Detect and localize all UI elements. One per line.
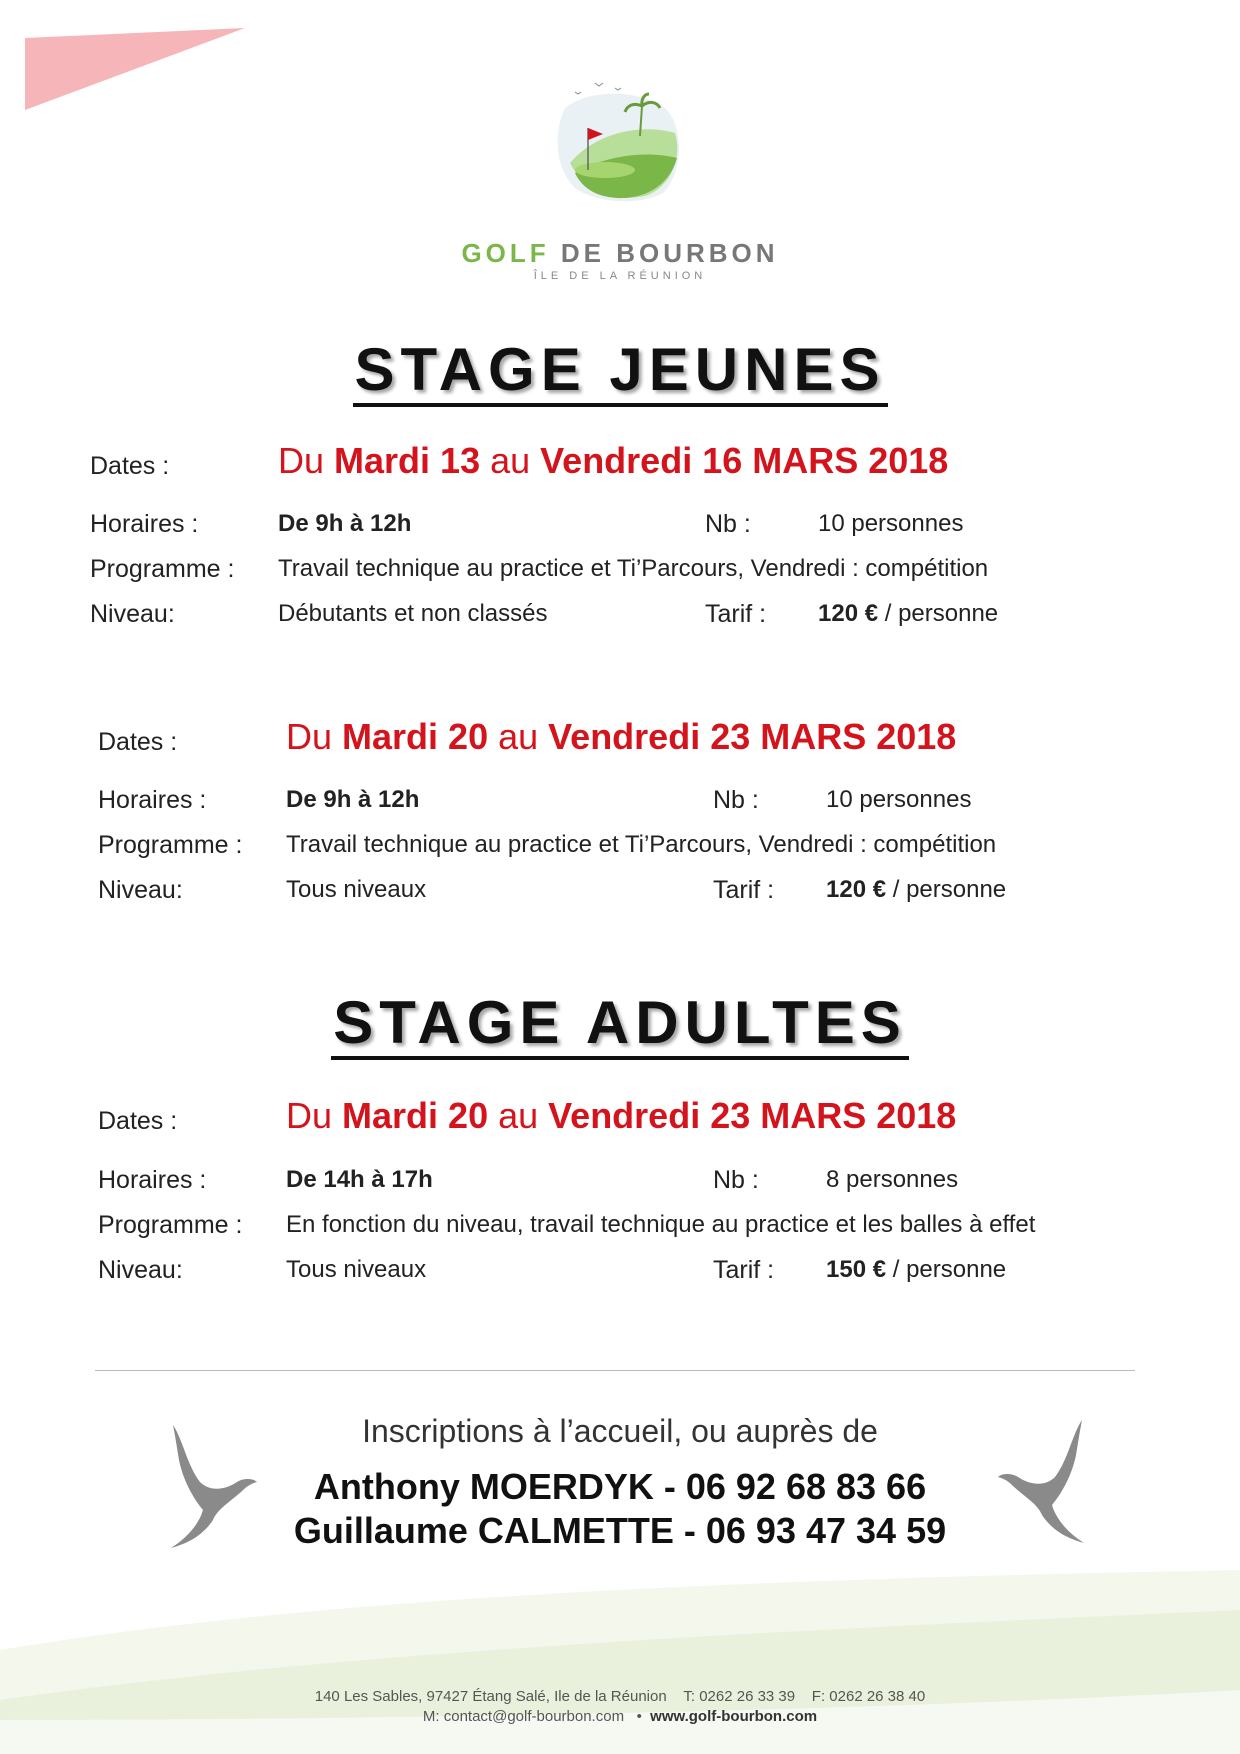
nb-label: Nb :: [713, 786, 759, 814]
golf-logo-icon: [545, 78, 695, 218]
nb-value: 10 personnes: [818, 510, 964, 537]
programme-label: Programme :: [98, 831, 243, 859]
dates-value: Du Mardi 20 au Vendredi 23 MARS 2018: [286, 716, 957, 757]
niveau-value: Tous niveaux: [286, 876, 427, 903]
tarif-label: Tarif :: [713, 1256, 775, 1284]
tarif-label: Tarif :: [705, 600, 767, 628]
niveau-value: Débutants et non classés: [278, 600, 548, 627]
footer-fax: F: 0262 26 38 40: [811, 1688, 926, 1705]
corner-decoration: [0, 0, 260, 120]
niveau-label: Niveau:: [98, 1256, 183, 1284]
divider: [95, 1370, 1135, 1371]
section-title-adultes: STAGE ADULTES: [0, 988, 1240, 1057]
tarif-value: 120 € / personne: [826, 876, 1007, 903]
tarif-label: Tarif :: [713, 876, 775, 904]
niveau-label: Niveau:: [90, 600, 175, 628]
horaires-value: De 9h à 12h: [278, 510, 412, 537]
nb-value: 8 personnes: [826, 1166, 959, 1193]
horaires-label: Horaires :: [98, 1166, 207, 1194]
horaires-value: De 9h à 12h: [286, 786, 420, 813]
niveau-label: Niveau:: [98, 876, 183, 904]
footer-phone: T: 0262 26 33 39: [683, 1688, 796, 1705]
nb-label: Nb :: [705, 510, 751, 538]
dates-label: Dates :: [98, 728, 178, 756]
horaires-label: Horaires :: [90, 510, 199, 538]
niveau-value: Tous niveaux: [286, 1256, 427, 1283]
footer-background: [0, 1570, 1240, 1754]
programme-value: Travail technique au practice et Ti’Parcours, Vendredi : compétition: [278, 555, 989, 582]
programme-value: Travail technique au practice et Ti’Parcours, Vendredi : compétition: [286, 831, 997, 858]
footer-email: M: contact@golf-bourbon.com: [422, 1708, 625, 1725]
dates-value: Du Mardi 13 au Vendredi 16 MARS 2018: [278, 440, 949, 481]
nb-value: 10 personnes: [826, 786, 972, 813]
tarif-value: 150 € / personne: [826, 1256, 1007, 1283]
nb-label: Nb :: [713, 1166, 759, 1194]
footer-contact-line: [0, 1688, 1240, 1705]
footer-web-line: M: contact@golf-bourbon.com • www.golf-bourbon.com: [422, 1708, 818, 1725]
horaires-value: De 14h à 17h: [286, 1166, 433, 1193]
contact-person-1: Anthony MOERDYK - 06 92 68 83 66: [313, 1466, 927, 1507]
horaires-label: Horaires :: [98, 786, 207, 814]
dates-label: Dates :: [90, 452, 170, 480]
footer-address: 140 Les Sables, 97427 Étang Salé, Ile de la Réunion: [314, 1688, 667, 1705]
programme-label: Programme :: [90, 555, 235, 583]
dates-value: Du Mardi 20 au Vendredi 23 MARS 2018: [286, 1095, 957, 1136]
brand-name: GOLF DE BOURBON: [461, 238, 779, 268]
tarif-value: 120 € / personne: [818, 600, 999, 627]
programme-value: En fonction du niveau, travail technique au practice et les balles à effet: [286, 1211, 1036, 1238]
section-title-jeunes: STAGE JEUNES: [0, 335, 1240, 404]
footer-website[interactable]: www.golf-bourbon.com: [650, 1708, 818, 1725]
brand-subtitle: ÎLE DE LA RÉUNION: [533, 270, 707, 282]
programme-label: Programme :: [98, 1211, 243, 1239]
dates-label: Dates :: [98, 1107, 178, 1135]
contact-person-2: Guillaume CALMETTE - 06 93 47 34 59: [293, 1510, 947, 1551]
contact-intro: Inscriptions à l’accueil, ou auprès de: [362, 1413, 878, 1449]
